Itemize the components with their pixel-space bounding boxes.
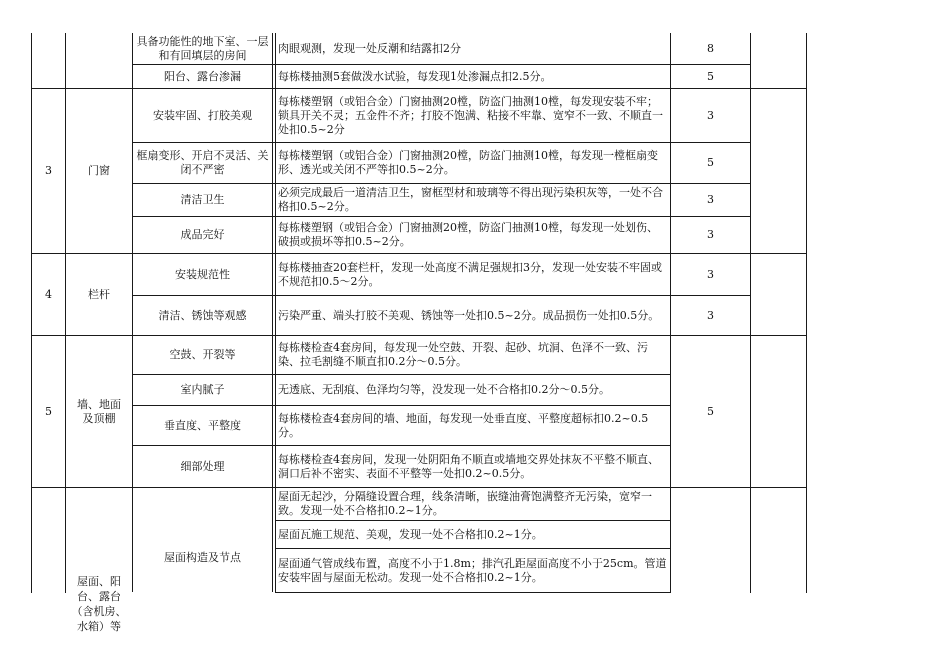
item-description: 屋面瓦施工规范、美观，发现一处不合格扣0.2~1分。	[278, 527, 543, 541]
section-category: 栏杆	[88, 287, 110, 301]
item-description: 每栋楼塑钢（或铝合金）门窗抽测20樘，防盗门抽测10樘，每发现一樘框扇变形、透光或关闭不严等扣0.5~2分。	[278, 149, 658, 176]
item-score: 8	[707, 41, 714, 55]
section-number: 4	[45, 287, 52, 301]
item-score: 5	[707, 69, 714, 83]
item-name: 空鼓、开裂等	[169, 348, 236, 361]
section-number: 5	[45, 404, 52, 418]
item-name: 成品完好	[180, 228, 225, 241]
section-category: 墙、地面及顶棚	[77, 397, 121, 425]
item-description: 每栋楼抽查20套栏杆，发现一处高度不满足强规扣3分，发现一处安装不牢固或不规范扣0.5～2分。	[278, 260, 662, 288]
item-name: 具备功能性的地下室、一层和有回填层的房间	[136, 34, 269, 62]
item-name: 细部处理	[180, 459, 225, 473]
item-name: 室内腻子	[180, 383, 225, 396]
item-score: 3	[707, 193, 714, 206]
item-description: 必须完成最后一道清洁卫生，窗框型材和玻璃等不得出现污染积灰等，一处不合格扣0.5~2分。	[278, 186, 663, 213]
item-score: 5	[707, 156, 714, 169]
item-description: 每栋楼抽测5套做泼水试验，每发现1处渗漏点扣2.5分。	[278, 69, 552, 83]
item-description: 肉眼观测，发现一处反潮和结露扣2分	[278, 41, 461, 55]
item-name: 清洁、锈蚀等观感	[158, 308, 247, 322]
item-name: 屋面构造及节点	[164, 551, 241, 564]
row-line	[275, 592, 671, 593]
section-category: 屋面、阳台、露台（含机房、水箱）等	[71, 575, 127, 633]
item-description: 每栋楼检查4套房间，每发现一处空鼓、开裂、起砂、坑洞、色泽不一致、污染、拉毛割缝不顺直扣0.2分～0.5分。	[278, 341, 648, 368]
section-score: 5	[707, 404, 714, 418]
item-score: 3	[707, 228, 714, 241]
item-score: 3	[707, 267, 714, 281]
item-description: 屋面通气管成线布置，高度不小于1.8m；排汽孔距屋面高度不小于25cm。管道安装牢固与屋面无松动。发现一处不合格扣0.2~1分。	[278, 556, 667, 584]
item-description: 每栋楼塑钢（或铝合金）门窗抽测20樘，防盗门抽测10樘，每发现安装不牢；锁具开关不灵；五金件不齐；打胶不饱满、粘接不牢靠、宽窄不一致、不顺直一处扣0.5~2分	[278, 94, 663, 136]
item-name: 垂直度、平整度	[164, 418, 241, 432]
item-description: 屋面无起沙，分隔缝设置合理，线条清晰，嵌缝油膏饱满整齐无污染，宽窄一致。发现一处不合格扣0.2~1分。	[278, 490, 652, 517]
item-description: 每栋楼检查4套房间，发现一处阴阳角不顺直或墙地交界处抹灰不平整不顺直、洞口后补不密实、表面不平整等一处扣0.2~0.5分。	[278, 452, 659, 480]
item-score: 3	[707, 108, 714, 122]
item-description: 每栋楼塑钢（或铝合金）门窗抽测20樘，防盗门抽测10樘，每发现一处划伤、破损或损坏等扣0.5~2分。	[278, 221, 658, 248]
item-description: 每栋楼检查4套房间的墙、地面，每发现一处垂直度、平整度超标扣0.2~0.5分。	[278, 411, 649, 439]
col-line	[750, 33, 751, 593]
item-score: 3	[707, 308, 714, 322]
item-name: 安装规范性	[175, 267, 230, 281]
item-name: 框扇变形、开启不灵活、关闭不严密	[136, 149, 269, 176]
section-category: 门窗	[88, 164, 110, 177]
item-name: 安装牢固、打胶美观	[153, 108, 252, 122]
item-name: 阳台、露台渗漏	[164, 69, 241, 83]
item-description: 无透底、无刮痕、色泽均匀等，没发现一处不合格扣0.2分～0.5分。	[278, 383, 610, 396]
section-number: 3	[45, 164, 52, 177]
col-line	[272, 33, 273, 592]
col-line	[806, 33, 807, 593]
item-name: 清洁卫生	[180, 193, 225, 206]
item-description: 污染严重、端头打胶不美观、锈蚀等一处扣0.5~2分。成品损伤一处扣0.5分。	[278, 308, 660, 322]
